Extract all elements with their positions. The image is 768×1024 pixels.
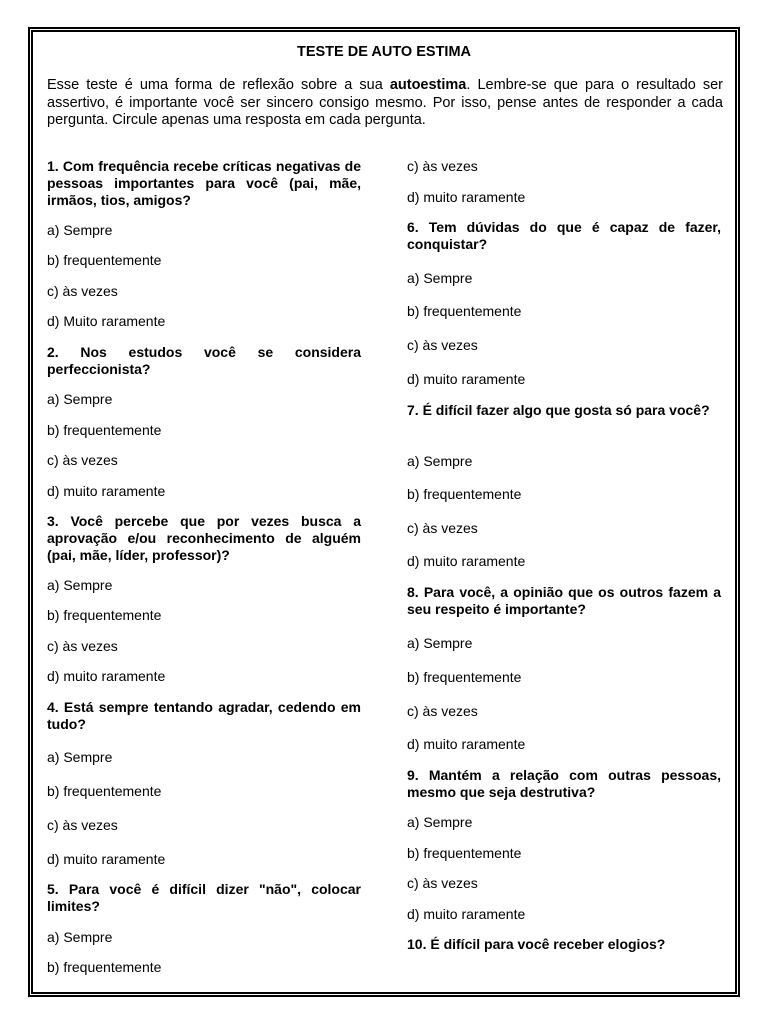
option[interactable]: b) frequentemente <box>47 252 162 268</box>
option[interactable]: d) muito raramente <box>47 483 166 499</box>
question-5: 5. Para você é difícil dizer "não", colocar limites? <box>47 881 361 914</box>
option[interactable]: b) frequentemente <box>407 486 522 502</box>
question-3: 3. Você percebe que por vezes busca a aprovação e/ou reconhecimento de alguém (pai, mãe, líder, professor)? <box>47 513 361 563</box>
option[interactable]: d) muito raramente <box>407 553 526 569</box>
option[interactable]: a) Sempre <box>47 929 113 945</box>
question-9: 9. Mantém a relação com outras pessoas, mesmo que seja destrutiva? <box>407 767 721 800</box>
question-2: 2. Nos estudos você se considera perfeccionista? <box>47 344 361 377</box>
option[interactable]: a) Sempre <box>47 749 113 765</box>
question-1: 1. Com frequência recebe críticas negativas de pessoas importantes para você (pai, mãe, irmãos, tios, amigos? <box>47 158 361 208</box>
option[interactable]: b) frequentemente <box>47 422 162 438</box>
option[interactable]: d) muito raramente <box>47 668 166 684</box>
option[interactable]: d) muito raramente <box>407 736 526 752</box>
option[interactable]: c) às vezes <box>407 875 478 891</box>
option[interactable]: c) às vezes <box>47 817 118 833</box>
question-10: 10. É difícil para você receber elogios? <box>407 936 666 952</box>
option[interactable]: b) frequentemente <box>47 607 162 623</box>
option[interactable]: d) Muito raramente <box>47 313 166 329</box>
option[interactable]: c) às vezes <box>407 703 478 719</box>
option[interactable]: d) muito raramente <box>407 906 526 922</box>
question-8: 8. Para você, a opinião que os outros fazem a seu respeito é importante? <box>407 584 721 617</box>
option[interactable]: b) frequentemente <box>47 783 162 799</box>
option[interactable]: b) frequentemente <box>407 303 522 319</box>
option[interactable]: c) às vezes <box>47 452 118 468</box>
option[interactable]: a) Sempre <box>47 577 113 593</box>
page-title: TESTE DE AUTO ESTIMA <box>296 44 471 60</box>
option[interactable]: a) Sempre <box>47 222 113 238</box>
question-6: 6. Tem dúvidas do que é capaz de fazer, conquistar? <box>407 219 721 252</box>
option[interactable]: c) às vezes <box>407 158 478 174</box>
option[interactable]: c) às vezes <box>407 520 478 536</box>
option[interactable]: a) Sempre <box>407 635 473 651</box>
option[interactable]: a) Sempre <box>407 814 473 830</box>
question-7: 7. É difícil fazer algo que gosta só para você? <box>407 402 710 418</box>
option[interactable]: b) frequentemente <box>407 669 522 685</box>
option[interactable]: b) frequentemente <box>47 959 162 975</box>
option[interactable]: c) às vezes <box>47 283 118 299</box>
option[interactable]: a) Sempre <box>47 391 113 407</box>
page-border <box>31 30 737 994</box>
intro-text-bold: autoestima <box>389 77 467 93</box>
option[interactable]: a) Sempre <box>407 270 473 286</box>
option[interactable]: c) às vezes <box>407 337 478 353</box>
intro-paragraph <box>47 77 723 130</box>
option[interactable]: c) às vezes <box>47 638 118 654</box>
question-4: 4. Está sempre tentando agradar, cedendo em tudo? <box>47 699 361 732</box>
intro-text-before: Esse teste é uma forma de reflexão sobre a sua <box>47 77 390 93</box>
option[interactable]: b) frequentemente <box>407 845 522 861</box>
option[interactable]: a) Sempre <box>407 453 473 469</box>
intro-text-after: . Lembre-se que para o resultado ser assertivo, é importante você ser sincero consigo mesmo. Por isso, pense antes de responder a cada pergunta. Circule apenas uma resposta em cada pergunta. <box>47 77 723 128</box>
option[interactable]: d) muito raramente <box>407 189 526 205</box>
option[interactable]: d) muito raramente <box>47 851 166 867</box>
option[interactable]: d) muito raramente <box>407 371 526 387</box>
